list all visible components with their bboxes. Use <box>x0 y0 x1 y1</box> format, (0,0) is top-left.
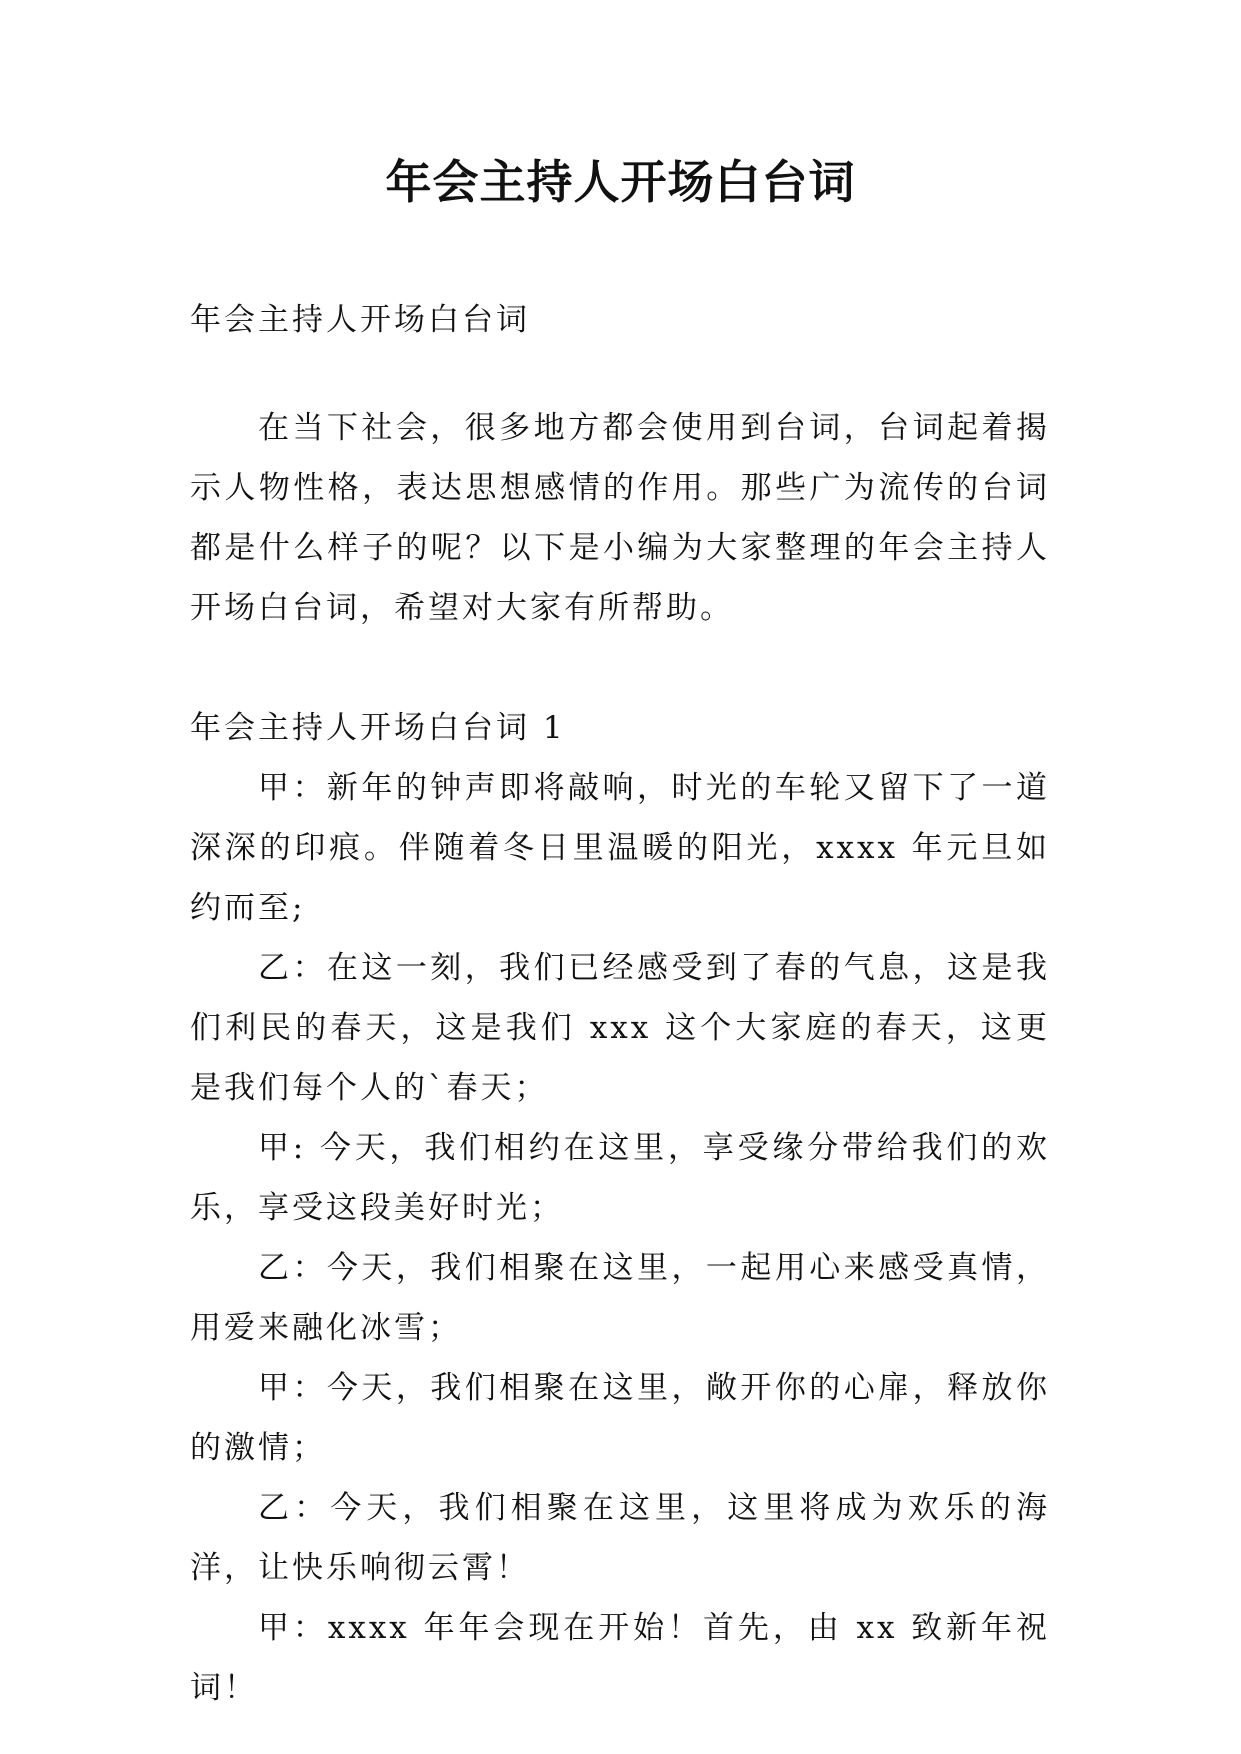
subtitle-text: 年会主持人开场白台词 <box>190 302 530 338</box>
dialogue-line: 甲：今天，我们相聚在这里，敞开你的心扉，释放你的激情； <box>190 1370 1050 1466</box>
dialogue-line: 乙：今天，我们相聚在这里，一起用心来感受真情，用爱来融化冰雪； <box>190 1250 1050 1346</box>
dialogue-line: 甲：xxxx 年年会现在开始！首先，由 xx 致新年祝词！ <box>190 1610 1050 1706</box>
dialogue-line: 甲: 今天，我们相约在这里，享受缘分带给我们的欢乐，享受这段美好时光； <box>190 1130 1050 1226</box>
intro-block <box>190 398 1050 638</box>
dialogue-line: 乙：今天，我们相聚在这里，这里将成为欢乐的海洋，让快乐响彻云霄！ <box>190 1490 1050 1586</box>
intro-paragraph: 在当下社会，很多地方都会使用到台词，台词起着揭示人物性格，表达思想感情的作用。那些广为流传的台词都是什么样子的呢？以下是小编为大家整理的年会主持人开场白台词，希望对大家有所帮助。 <box>190 410 1050 626</box>
dialogue-line: 甲：新年的钟声即将敲响，时光的车轮又留下了一道深深的印痕。伴随着冬日里温暖的阳光，xxxx 年元旦如约而至; <box>190 770 1050 926</box>
dialogue-line: 乙：在这一刻，我们已经感受到了春的气息，这是我们利民的春天，这是我们 xxx 这个大家庭的春天，这更是我们每个人的`春天； <box>190 950 1050 1106</box>
document-subtitle <box>190 290 1050 350</box>
section-block <box>190 698 1050 1718</box>
document-title: 年会主持人开场白台词 <box>385 155 856 209</box>
section-heading: 年会主持人开场白台词 1 <box>190 710 566 746</box>
